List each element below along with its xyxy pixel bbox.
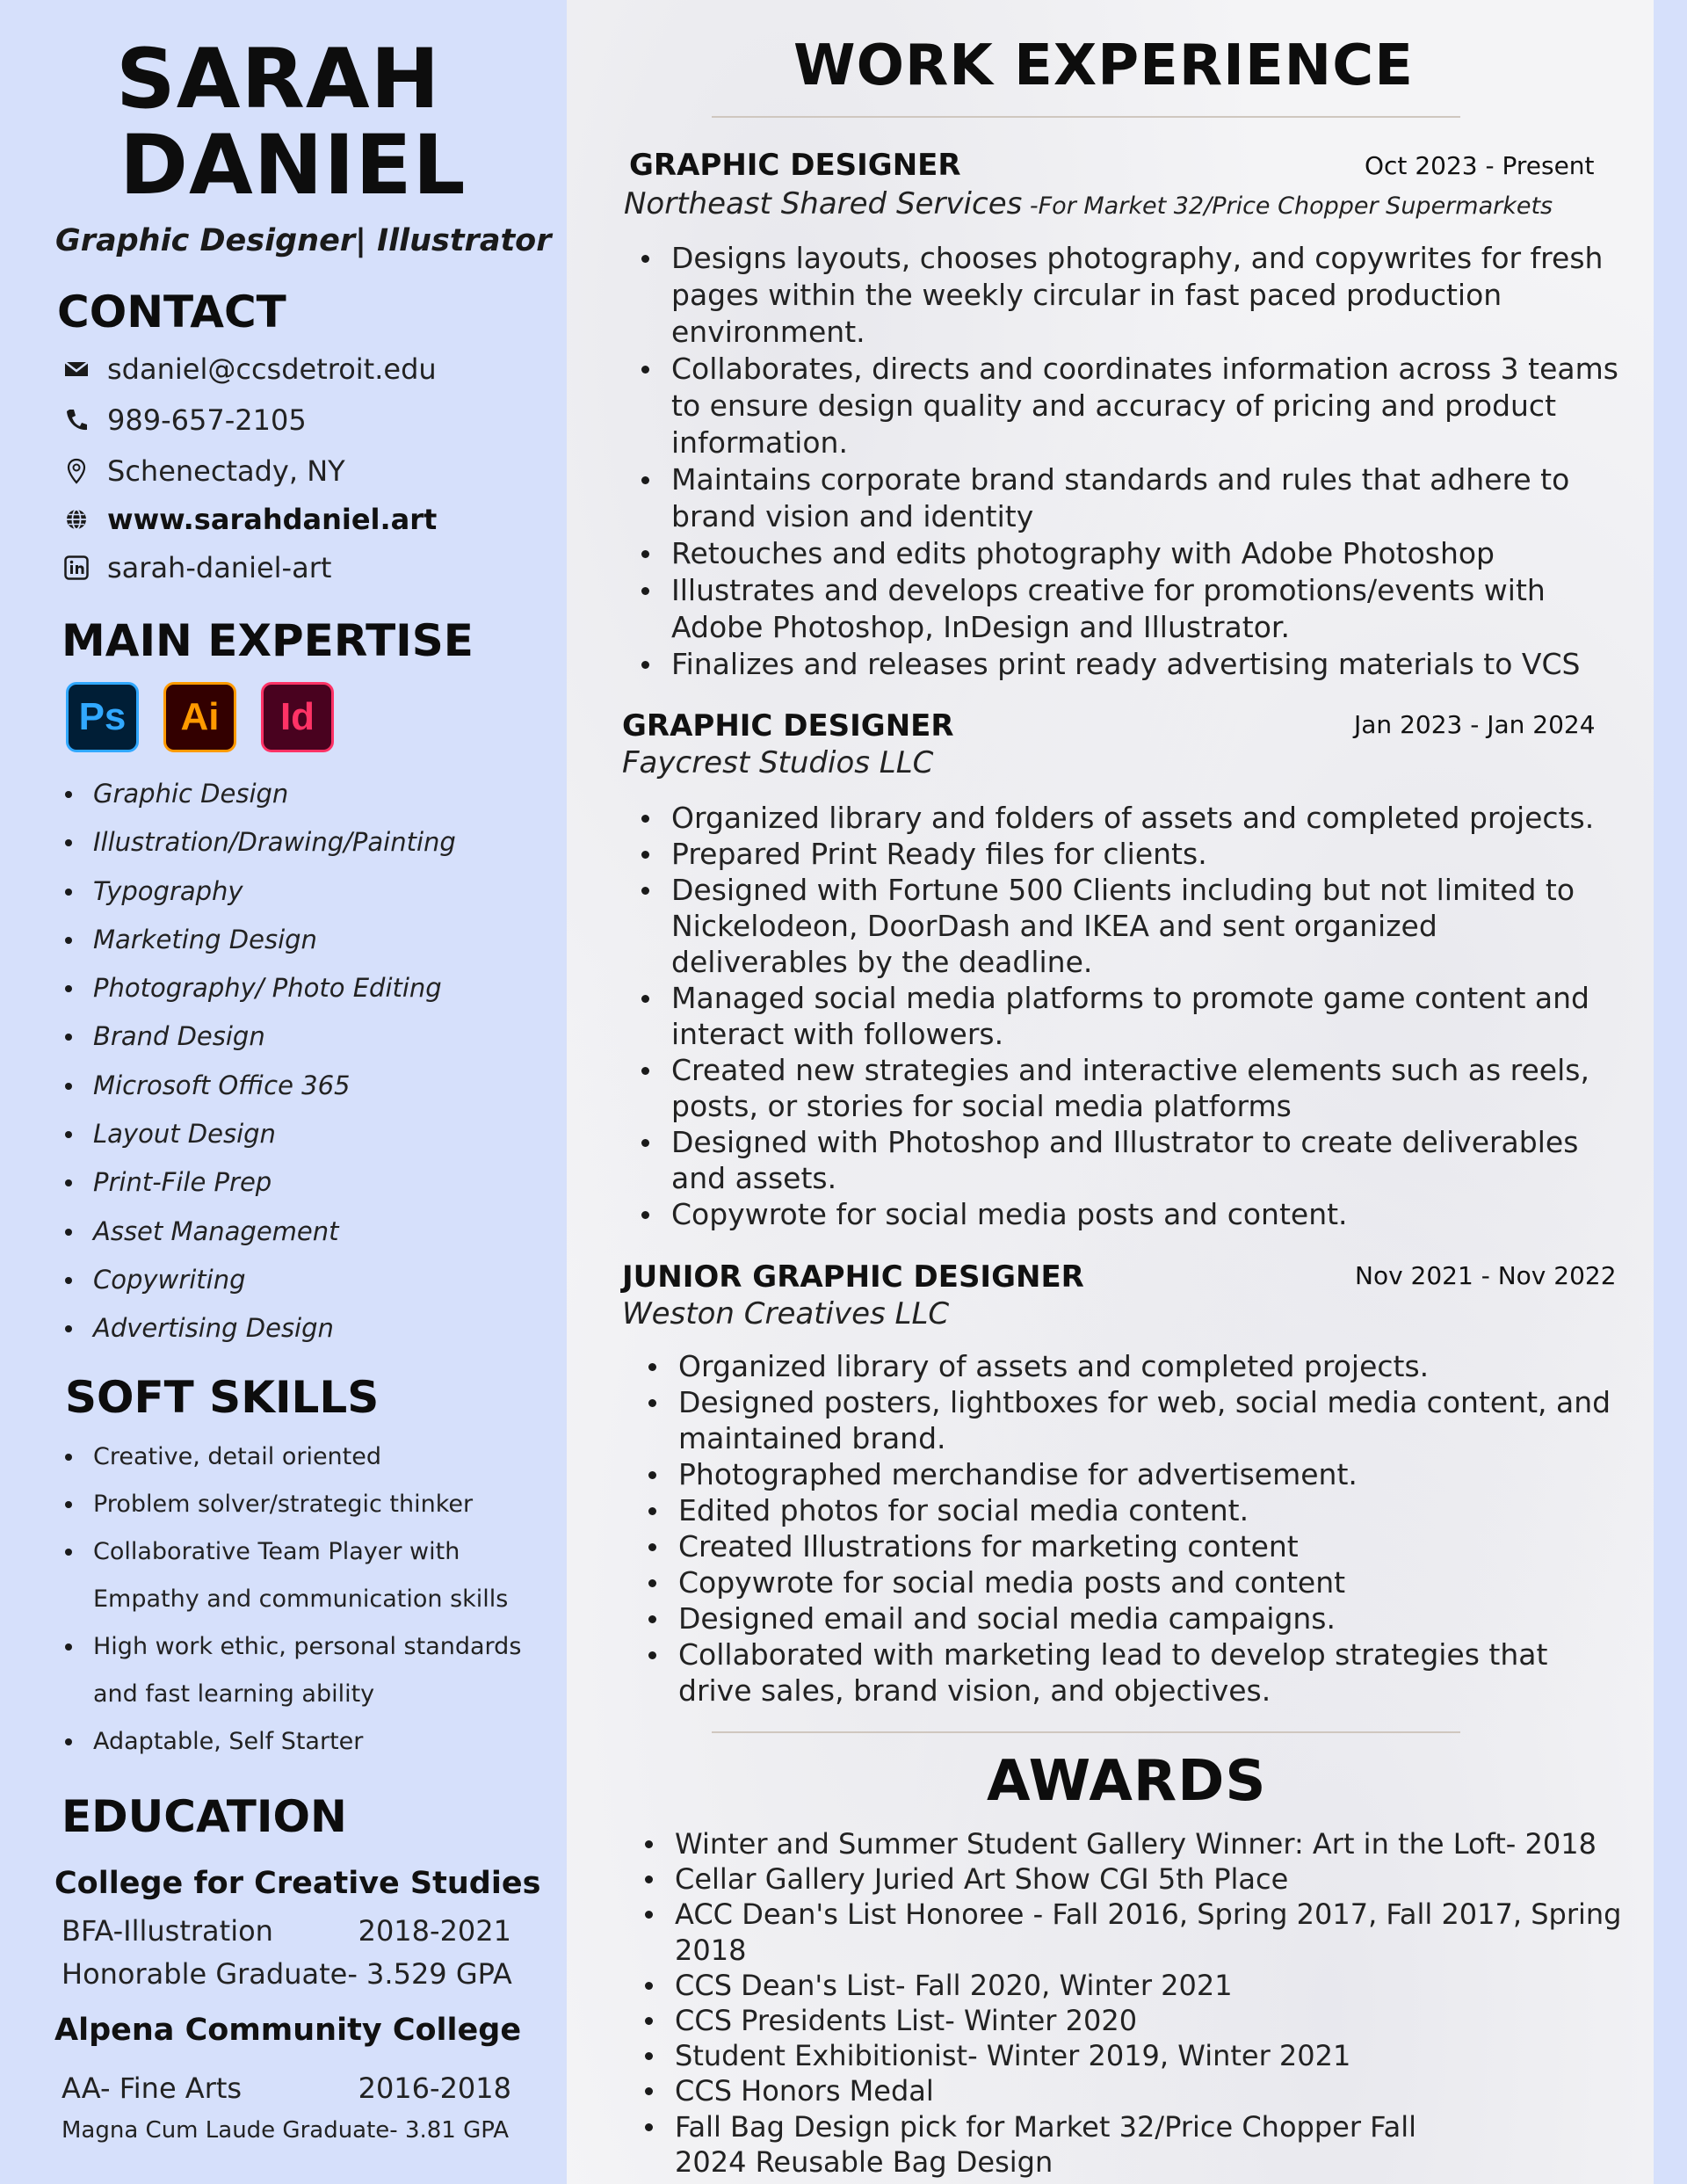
last-name: DANIEL [119,118,467,214]
degree-years: 2018-2021 [358,1914,511,1948]
software-icons [66,682,334,752]
photoshop-icon: Ps [66,682,139,752]
list-item: Copywrote for social media posts and content. [638,1196,1622,1232]
list-item: CCS Presidents List- Winter 2020 [641,2003,1634,2038]
list-item: Photography/ Photo Editing [63,972,456,1020]
job-title: GRAPHIC DESIGNER [622,708,954,744]
location-pin-icon [63,458,90,484]
list-item: Brand Design [63,1020,456,1069]
list-item: Creative, detail oriented [63,1433,521,1481]
list-item: Maintains corporate brand standards and rules that adhere to brand vision and identity [638,461,1622,535]
phone-icon [63,407,90,433]
list-item: Edited photos for social media content. [645,1492,1629,1528]
list-item: Winter and Summer Student Gallery Winner: Art in the Loft- 2018 [641,1826,1634,1861]
divider [712,116,1460,118]
list-item: Photographed merchandise for advertisement. [645,1456,1629,1492]
degree-note: Magna Cum Laude Graduate- 3.81 GPA [62,2117,510,2144]
email-text: sdaniel@ccsdetroit.edu [107,352,437,386]
contact-linkedin[interactable] [63,550,331,585]
education-heading: EDUCATION [62,1791,347,1842]
list-item: Retouches and edits photography with Adobe Photoshop [638,535,1622,572]
list-item: Organized library and folders of assets and completed projects. [638,800,1622,836]
list-item: Print-File Prep [63,1166,456,1215]
contact-heading: CONTACT [57,287,286,337]
degree-row [62,1914,511,1948]
list-item: Asset Management [63,1215,456,1264]
list-item: Managed social media platforms to promote game content and interact with followers. [638,980,1622,1052]
job-dates: Jan 2023 - Jan 2024 [1354,710,1596,739]
list-item: Created Illustrations for marketing content [645,1528,1629,1564]
list-item: Problem solver/strategic thinker [63,1481,521,1528]
contact-website[interactable] [63,502,437,537]
list-item: Fall Bag Design pick for Market 32/Price Chopper Fall 2024 Reusable Bag Design [641,2109,1450,2180]
first-name: SARAH [116,32,441,127]
job-bullets [645,1348,1629,1709]
degree-row [62,2072,511,2105]
list-item: Microsoft Office 365 [63,1070,456,1118]
contact-email[interactable] [63,352,437,387]
school-name: College for Creative Studies [54,1866,541,1901]
list-item: Designed with Photoshop and Illustrator to create deliverables and assets. [638,1124,1622,1196]
right-border [1654,0,1687,2184]
list-item: CCS Dean's List- Fall 2020, Winter 2021 [641,1968,1634,2003]
list-item: Collaborative Team Player with Empathy and communication skills [63,1528,521,1623]
professional-title: Graphic Designer| Illustrator [55,223,552,258]
list-item: Layout Design [63,1118,456,1166]
list-item: Illustrates and develops creative for promotions/events with Adobe Photoshop, InDesign and Illustrator. [638,572,1622,646]
phone-text: 989-657-2105 [107,403,307,437]
degree: BFA-Illustration [62,1914,273,1948]
envelope-icon [63,356,90,382]
list-item: Finalizes and releases print ready advertising materials to VCS [638,646,1622,683]
list-item: Illustration/Drawing/Painting [63,826,456,874]
full-name [116,32,467,214]
list-item: CCS Honors Medal [641,2073,1634,2108]
soft-skills-list [63,1433,521,1766]
linkedin-text: sarah-daniel-art [107,551,332,584]
list-item: Student Exhibitionist- Winter 2019, Winter 2021 [641,2038,1634,2073]
awards-list [641,1826,1634,2180]
list-item: Cellar Gallery Juried Art Show CGI 5th Place [641,1861,1634,1897]
degree: AA- Fine Arts [62,2072,243,2105]
job-dates: Nov 2021 - Nov 2022 [1355,1261,1617,1290]
job-bullets [638,800,1622,1232]
expertise-list [63,778,456,1361]
job-company: Faycrest Studios LLC [622,745,934,780]
job-title: GRAPHIC DESIGNER [629,148,961,183]
school-name: Alpena Community College [54,2013,522,2048]
contact-location [63,453,345,489]
job-company: Weston Creatives LLC [622,1296,950,1331]
list-item: High work ethic, personal standards and fast learning ability [63,1623,521,1718]
job-company: Northeast Shared Services -For Market 32/Price Chopper Supermarkets [624,186,1553,221]
expertise-heading: MAIN EXPERTISE [62,615,474,666]
list-item: Designs layouts, chooses photography, and copywrites for fresh pages within the weekly circular in fast paced production environment. [638,240,1622,351]
website-link: www.sarahdaniel.art [107,503,438,536]
list-item: Marketing Design [63,924,456,972]
list-item: Created new strategies and interactive elements such as reels, posts, or stories for social media platforms [638,1052,1622,1124]
linkedin-icon [63,555,90,581]
list-item: Collaborated with marketing lead to develop strategies that drive sales, brand vision, and objectives. [645,1636,1629,1709]
degree-years: 2016-2018 [358,2072,511,2105]
job-bullets [638,240,1622,683]
contact-phone[interactable] [63,403,307,438]
list-item: Copywrote for social media posts and content [645,1564,1629,1600]
location-text: Schenectady, NY [107,454,345,488]
degree-note: Honorable Graduate- 3.529 GPA [62,1957,512,1991]
work-experience-heading: WORK EXPERIENCE [793,33,1414,98]
list-item: Collaborates, directs and coordinates information across 3 teams to ensure design quality and accuracy of pricing and product information. [638,351,1622,461]
soft-skills-heading: SOFT SKILLS [65,1372,380,1423]
list-item: Adaptable, Self Starter [63,1718,521,1766]
list-item: Designed email and social media campaigns. [645,1600,1629,1636]
globe-icon [63,506,90,533]
list-item: ACC Dean's List Honoree - Fall 2016, Spring 2017, Fall 2017, Spring 2018 [641,1897,1634,1967]
list-item: Typography [63,875,456,924]
list-item: Organized library of assets and completed projects. [645,1348,1629,1384]
divider [712,1731,1460,1733]
list-item: Advertising Design [63,1312,456,1360]
list-item: Designed with Fortune 500 Clients including but not limited to Nickelodeon, DoorDash and IKEA and sent organized deliverables by the deadline. [638,872,1622,980]
list-item: Prepared Print Ready files for clients. [638,836,1622,872]
job-title: JUNIOR GRAPHIC DESIGNER [622,1259,1084,1295]
job-dates: Oct 2023 - Present [1365,151,1595,180]
awards-heading: AWARDS [987,1749,1267,1814]
sidebar [0,0,567,2184]
list-item: Graphic Design [63,778,456,826]
list-item: Copywriting [63,1264,456,1312]
illustrator-icon: Ai [163,682,236,752]
indesign-icon: Id [261,682,334,752]
list-item: Designed posters, lightboxes for web, social media content, and maintained brand. [645,1384,1629,1456]
